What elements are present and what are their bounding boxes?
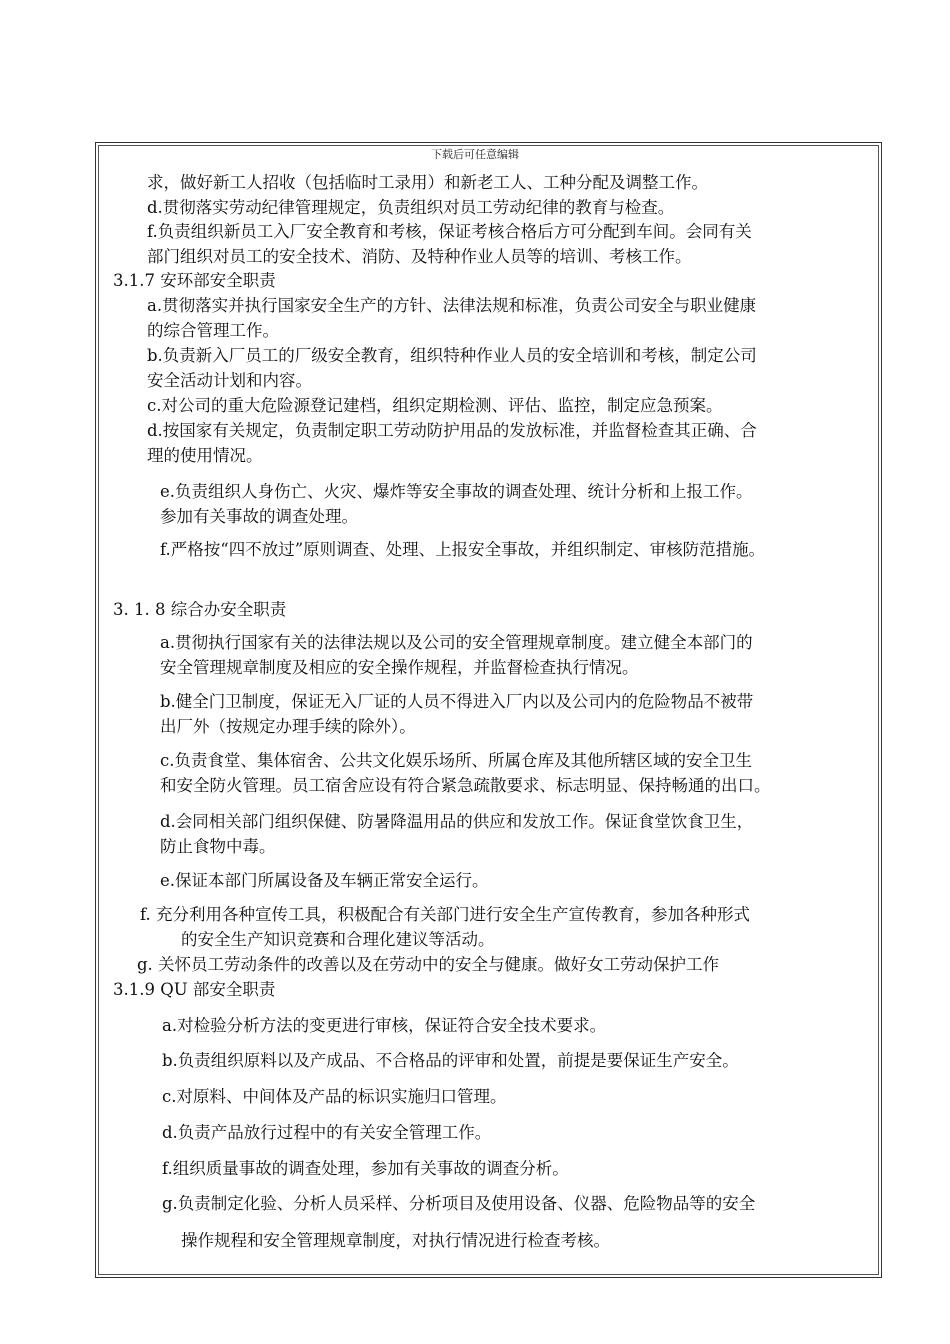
text-line: 安全活动计划和内容。 <box>147 371 312 390</box>
section-heading-3-1-8: 3. 1. 8 综合办安全职责 <box>113 600 287 619</box>
text-line: b.健全门卫制度，保证无入厂证的人员不得进入厂内以及公司内的危险物品不被带 <box>160 692 754 711</box>
text-line: 参加有关事故的调查处理。 <box>160 507 358 526</box>
text-line: 和安全防火管理。员工宿舍应设有符合紧急疏散要求、标志明显、保持畅通的出口。 <box>160 776 771 795</box>
text-line: 部门组织对员工的安全技术、消防、及特种作业人员等的培训、考核工作。 <box>147 247 692 266</box>
text-line: 的综合管理工作。 <box>147 321 279 340</box>
text-line: a.对检验分析方法的变更进行审核，保证符合安全技术要求。 <box>162 1016 607 1035</box>
text-line: d.贯彻落实劳动纪律管理规定，负责组织对员工劳动纪律的教育与检查。 <box>147 198 675 217</box>
text-line: b.负责新入厂员工的厂级安全教育，组织特种作业人员的安全培训和考核，制定公司 <box>147 346 757 365</box>
text-line: 出厂外（按规定办理手续的除外）。 <box>160 717 416 736</box>
text-line: d.负责产品放行过程中的有关安全管理工作。 <box>162 1123 492 1142</box>
text-line: 防止食物中毒。 <box>160 837 276 856</box>
section-heading-3-1-9: 3.1.9 QU 部安全职责 <box>113 980 276 999</box>
text-line: f.严格按“四不放过”原则调查、处理、上报安全事故，并组织制定、审核防范措施。 <box>160 540 766 559</box>
text-line: 操作规程和安全管理规章制度，对执行情况进行检查考核。 <box>181 1231 610 1250</box>
text-line: c.负责食堂、集体宿舍、公共文化娱乐场所、所属仓库及其他所辖区域的安全卫生 <box>160 751 752 770</box>
section-heading-3-1-7: 3.1.7 安环部安全职责 <box>113 271 276 290</box>
text-line: e.保证本部门所属设备及车辆正常安全运行。 <box>160 871 489 890</box>
header-note: 下载后可任意编辑 <box>431 148 519 161</box>
text-line: g.负责制定化验、分析人员采样、分析项目及使用设备、仪器、危险物品等的安全 <box>162 1194 756 1213</box>
text-line: b.负责组织原料以及产成品、不合格品的评审和处置，前提是要保证生产安全。 <box>162 1051 739 1070</box>
text-line: d.会同相关部门组织保健、防暑降温用品的供应和发放工作。保证食堂饮食卫生， <box>160 812 754 831</box>
text-line: d.按国家有关规定，负责制定职工劳动防护用品的发放标准，并监督检查其正确、合 <box>147 421 757 440</box>
text-line: f.组织质量事故的调查处理，参加有关事故的调查分析。 <box>162 1159 569 1178</box>
text-line: f.负责组织新员工入厂安全教育和考核，保证考核合格后方可分配到车间。会同有关 <box>147 222 752 241</box>
text-line: f. 充分利用各种宣传工具，积极配合有关部门进行安全生产宣传教育，参加各种形式 <box>140 905 751 924</box>
text-line: 理的使用情况。 <box>147 446 263 465</box>
text-line: c.对公司的重大危险源登记建档，组织定期检测、评估、监控，制定应急预案。 <box>147 396 723 415</box>
text-line: a.贯彻执行国家有关的法律法规以及公司的安全管理规章制度。建立健全本部门的 <box>160 633 753 652</box>
text-line: c.对原料、中间体及产品的标识实施归口管理。 <box>162 1087 507 1106</box>
text-line: a.贯彻落实并执行国家安全生产的方针、法律法规和标准，负责公司安全与职业健康 <box>147 296 757 315</box>
text-line: g. 关怀员工劳动条件的改善以及在劳动中的安全与健康。做好女工劳动保护工作 <box>137 955 720 974</box>
text-line: e.负责组织人身伤亡、火灾、爆炸等安全事故的调查处理、统计分析和上报工作。 <box>160 482 753 501</box>
text-line: 求，做好新工人招收（包括临时工录用）和新老工人、工种分配及调整工作。 <box>147 173 708 192</box>
text-line: 的安全生产知识竞赛和合理化建议等活动。 <box>181 930 495 949</box>
text-line: 安全管理规章制度及相应的安全操作规程，并监督检查执行情况。 <box>160 658 639 677</box>
